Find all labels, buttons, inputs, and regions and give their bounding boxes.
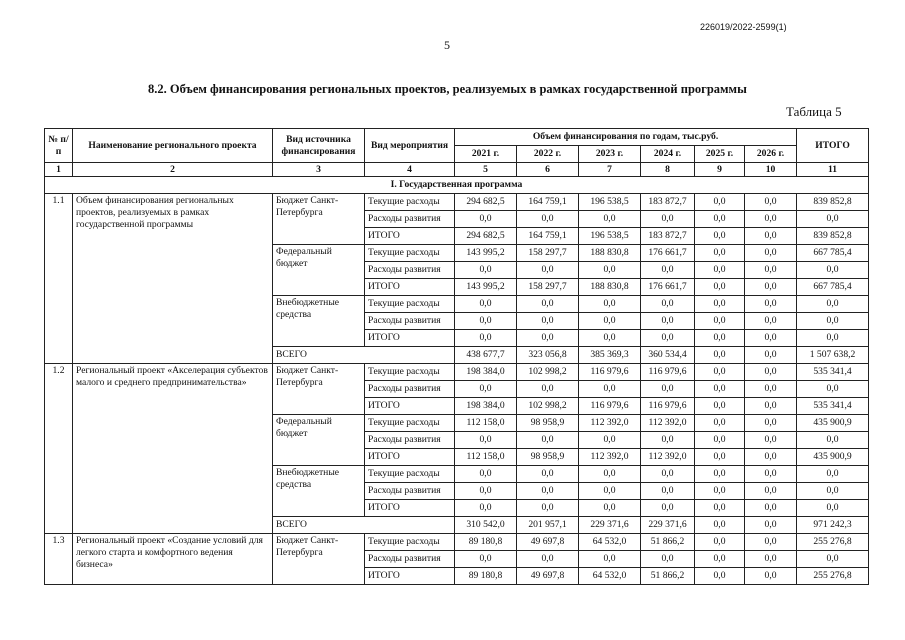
amount-cell: 0,0 — [579, 551, 641, 568]
amount-cell: 188 830,8 — [579, 245, 641, 262]
grand-total-amount: 0,0 — [745, 347, 797, 364]
amount-cell: 0,0 — [455, 381, 517, 398]
amount-cell: 0,0 — [745, 279, 797, 296]
amount-cell: 112 158,0 — [455, 449, 517, 466]
amount-cell: 0,0 — [695, 228, 745, 245]
activity-type: Текущие расходы — [365, 296, 455, 313]
amount-cell: 0,0 — [695, 534, 745, 551]
amount-cell: 196 538,5 — [579, 228, 641, 245]
amount-cell: 0,0 — [641, 381, 695, 398]
project-number: 1.3 — [45, 534, 73, 585]
amount-cell: 0,0 — [745, 364, 797, 381]
project-name: Региональный проект «Создание условий для легкого старта и комфортного ведения бизнеса» — [73, 534, 273, 585]
amount-cell: 0,0 — [797, 483, 869, 500]
amount-cell: 98 958,9 — [517, 449, 579, 466]
amount-cell: 49 697,8 — [517, 534, 579, 551]
amount-cell: 0,0 — [517, 330, 579, 347]
amount-cell: 0,0 — [641, 330, 695, 347]
table-row — [45, 364, 869, 381]
page-number: 5 — [444, 38, 450, 52]
amount-cell: 183 872,7 — [641, 228, 695, 245]
column-number: 4 — [365, 163, 455, 177]
amount-cell: 0,0 — [745, 211, 797, 228]
grand-total-amount: 385 369,3 — [579, 347, 641, 364]
amount-cell: 0,0 — [695, 313, 745, 330]
amount-cell: 0,0 — [745, 466, 797, 483]
amount-cell: 112 158,0 — [455, 415, 517, 432]
amount-cell: 102 998,2 — [517, 364, 579, 381]
table-row — [45, 534, 869, 551]
amount-cell: 0,0 — [745, 500, 797, 517]
amount-cell: 102 998,2 — [517, 398, 579, 415]
amount-cell: 0,0 — [745, 568, 797, 585]
amount-cell: 0,0 — [455, 500, 517, 517]
amount-cell: 0,0 — [797, 211, 869, 228]
amount-cell: 0,0 — [641, 483, 695, 500]
project-name: Объем финансирования региональных проектов, реализуемых в рамках государственной программы — [73, 194, 273, 364]
column-number: 6 — [517, 163, 579, 177]
grand-total-amount: 310 542,0 — [455, 517, 517, 534]
amount-cell: 0,0 — [695, 398, 745, 415]
amount-cell: 64 532,0 — [579, 534, 641, 551]
grand-total-label: ВСЕГО — [273, 347, 455, 364]
amount-cell: 0,0 — [455, 262, 517, 279]
activity-type: ИТОГО — [365, 279, 455, 296]
amount-cell: 0,0 — [641, 211, 695, 228]
amount-cell: 0,0 — [695, 364, 745, 381]
amount-cell: 0,0 — [745, 313, 797, 330]
year-header: 2024 г. — [641, 146, 695, 163]
amount-cell: 0,0 — [517, 211, 579, 228]
amount-cell: 0,0 — [579, 313, 641, 330]
amount-cell: 0,0 — [695, 483, 745, 500]
amount-cell: 0,0 — [455, 432, 517, 449]
amount-cell: 0,0 — [745, 398, 797, 415]
grand-total-amount: 360 534,4 — [641, 347, 695, 364]
amount-cell: 0,0 — [797, 466, 869, 483]
financing-table — [44, 128, 869, 585]
amount-cell: 196 538,5 — [579, 194, 641, 211]
funding-source: Бюджет Санкт-Петербурга — [273, 194, 365, 245]
amount-cell: 435 900,9 — [797, 449, 869, 466]
activity-type: ИТОГО — [365, 228, 455, 245]
grand-total-amount: 229 371,6 — [641, 517, 695, 534]
amount-cell: 0,0 — [745, 245, 797, 262]
activity-type: Расходы развития — [365, 432, 455, 449]
amount-cell: 112 392,0 — [579, 415, 641, 432]
amount-cell: 0,0 — [517, 551, 579, 568]
amount-cell: 0,0 — [579, 330, 641, 347]
amount-cell: 64 532,0 — [579, 568, 641, 585]
amount-cell: 255 276,8 — [797, 534, 869, 551]
amount-cell: 0,0 — [517, 432, 579, 449]
activity-type: Расходы развития — [365, 262, 455, 279]
col-header-total: ИТОГО — [797, 129, 869, 163]
amount-cell: 0,0 — [455, 296, 517, 313]
amount-cell: 0,0 — [797, 551, 869, 568]
activity-type: ИТОГО — [365, 449, 455, 466]
amount-cell: 0,0 — [745, 415, 797, 432]
amount-cell: 0,0 — [745, 534, 797, 551]
grand-total-amount: 0,0 — [695, 517, 745, 534]
amount-cell: 89 180,8 — [455, 568, 517, 585]
amount-cell: 294 682,5 — [455, 228, 517, 245]
amount-cell: 0,0 — [797, 262, 869, 279]
amount-cell: 176 661,7 — [641, 245, 695, 262]
activity-type: ИТОГО — [365, 398, 455, 415]
amount-cell: 176 661,7 — [641, 279, 695, 296]
column-number: 5 — [455, 163, 517, 177]
amount-cell: 0,0 — [579, 211, 641, 228]
amount-cell: 0,0 — [695, 330, 745, 347]
amount-cell: 667 785,4 — [797, 245, 869, 262]
project-name: Региональный проект «Акселерация субъектов малого и среднего предпринимательства» — [73, 364, 273, 534]
amount-cell: 164 759,1 — [517, 194, 579, 211]
activity-type: Текущие расходы — [365, 466, 455, 483]
table-row — [45, 194, 869, 211]
column-number: 7 — [579, 163, 641, 177]
amount-cell: 535 341,4 — [797, 364, 869, 381]
activity-type: Расходы развития — [365, 211, 455, 228]
document-id: 226019/2022-2599(1) — [700, 22, 787, 32]
grand-total-amount: 0,0 — [745, 517, 797, 534]
amount-cell: 0,0 — [579, 483, 641, 500]
grand-total-amount: 971 242,3 — [797, 517, 869, 534]
amount-cell: 0,0 — [517, 500, 579, 517]
activity-type: Текущие расходы — [365, 194, 455, 211]
amount-cell: 0,0 — [641, 432, 695, 449]
amount-cell: 839 852,8 — [797, 194, 869, 211]
amount-cell: 0,0 — [641, 466, 695, 483]
amount-cell: 0,0 — [695, 194, 745, 211]
amount-cell: 0,0 — [745, 449, 797, 466]
grand-total-amount: 323 056,8 — [517, 347, 579, 364]
amount-cell: 0,0 — [695, 296, 745, 313]
amount-cell: 0,0 — [641, 296, 695, 313]
amount-cell: 0,0 — [695, 500, 745, 517]
amount-cell: 0,0 — [695, 466, 745, 483]
activity-type: Расходы развития — [365, 551, 455, 568]
grand-total-amount: 229 371,6 — [579, 517, 641, 534]
amount-cell: 116 979,6 — [579, 398, 641, 415]
amount-cell: 0,0 — [579, 381, 641, 398]
amount-cell: 0,0 — [745, 194, 797, 211]
grand-total-amount: 438 677,7 — [455, 347, 517, 364]
amount-cell: 0,0 — [745, 381, 797, 398]
amount-cell: 0,0 — [517, 483, 579, 500]
amount-cell: 116 979,6 — [641, 398, 695, 415]
amount-cell: 0,0 — [579, 466, 641, 483]
amount-cell: 0,0 — [641, 313, 695, 330]
amount-cell: 0,0 — [517, 262, 579, 279]
amount-cell: 839 852,8 — [797, 228, 869, 245]
grand-total-amount: 201 957,1 — [517, 517, 579, 534]
funding-source: Федеральный бюджет — [273, 245, 365, 296]
amount-cell: 0,0 — [695, 262, 745, 279]
amount-cell: 112 392,0 — [641, 415, 695, 432]
amount-cell: 0,0 — [797, 313, 869, 330]
col-header-project: Наименование регионального проекта — [73, 129, 273, 163]
amount-cell: 0,0 — [695, 449, 745, 466]
amount-cell: 255 276,8 — [797, 568, 869, 585]
section-title: I. Государственная программа — [45, 177, 869, 194]
amount-cell: 0,0 — [695, 211, 745, 228]
column-number: 3 — [273, 163, 365, 177]
amount-cell: 0,0 — [579, 500, 641, 517]
activity-type: ИТОГО — [365, 568, 455, 585]
col-header-source: Вид источника финансирования — [273, 129, 365, 163]
year-header: 2021 г. — [455, 146, 517, 163]
amount-cell: 49 697,8 — [517, 568, 579, 585]
amount-cell: 51 866,2 — [641, 568, 695, 585]
amount-cell: 0,0 — [455, 330, 517, 347]
funding-source: Внебюджетные средства — [273, 296, 365, 347]
grand-total-amount: 1 507 638,2 — [797, 347, 869, 364]
amount-cell: 158 297,7 — [517, 279, 579, 296]
amount-cell: 143 995,2 — [455, 279, 517, 296]
amount-cell: 0,0 — [797, 296, 869, 313]
amount-cell: 0,0 — [695, 415, 745, 432]
amount-cell: 0,0 — [579, 296, 641, 313]
column-number: 1 — [45, 163, 73, 177]
activity-type: Расходы развития — [365, 381, 455, 398]
amount-cell: 0,0 — [745, 228, 797, 245]
amount-cell: 294 682,5 — [455, 194, 517, 211]
amount-cell: 158 297,7 — [517, 245, 579, 262]
amount-cell: 98 958,9 — [517, 415, 579, 432]
amount-cell: 667 785,4 — [797, 279, 869, 296]
amount-cell: 0,0 — [455, 483, 517, 500]
amount-cell: 0,0 — [695, 381, 745, 398]
amount-cell: 112 392,0 — [579, 449, 641, 466]
amount-cell: 0,0 — [579, 432, 641, 449]
column-number: 10 — [745, 163, 797, 177]
column-number: 9 — [695, 163, 745, 177]
amount-cell: 0,0 — [745, 330, 797, 347]
year-header: 2022 г. — [517, 146, 579, 163]
activity-type: Текущие расходы — [365, 364, 455, 381]
amount-cell: 0,0 — [455, 211, 517, 228]
amount-cell: 112 392,0 — [641, 449, 695, 466]
amount-cell: 116 979,6 — [641, 364, 695, 381]
amount-cell: 0,0 — [455, 466, 517, 483]
amount-cell: 0,0 — [641, 262, 695, 279]
column-number: 2 — [73, 163, 273, 177]
col-header-volume: Объем финансирования по годам, тыс.руб. — [455, 129, 797, 146]
amount-cell: 0,0 — [745, 483, 797, 500]
amount-cell: 0,0 — [579, 262, 641, 279]
amount-cell: 183 872,7 — [641, 194, 695, 211]
activity-type: ИТОГО — [365, 330, 455, 347]
grand-total-amount: 0,0 — [695, 347, 745, 364]
year-header: 2023 г. — [579, 146, 641, 163]
amount-cell: 0,0 — [745, 262, 797, 279]
amount-cell: 164 759,1 — [517, 228, 579, 245]
amount-cell: 0,0 — [455, 313, 517, 330]
amount-cell: 535 341,4 — [797, 398, 869, 415]
amount-cell: 0,0 — [517, 313, 579, 330]
col-header-activity: Вид мероприятия — [365, 129, 455, 163]
amount-cell: 0,0 — [517, 466, 579, 483]
amount-cell: 0,0 — [797, 500, 869, 517]
activity-type: ИТОГО — [365, 500, 455, 517]
column-number: 8 — [641, 163, 695, 177]
activity-type: Расходы развития — [365, 313, 455, 330]
section-heading: 8.2. Объем финансирования региональных проектов, реализуемых в рамках государственной программы — [148, 82, 747, 96]
year-header: 2025 г. — [695, 146, 745, 163]
amount-cell: 0,0 — [641, 551, 695, 568]
amount-cell: 0,0 — [797, 432, 869, 449]
amount-cell: 0,0 — [745, 432, 797, 449]
amount-cell: 0,0 — [455, 551, 517, 568]
funding-source: Бюджет Санкт-Петербурга — [273, 534, 365, 585]
funding-source: Внебюджетные средства — [273, 466, 365, 517]
activity-type: Текущие расходы — [365, 534, 455, 551]
year-header: 2026 г. — [745, 146, 797, 163]
amount-cell: 0,0 — [695, 279, 745, 296]
amount-cell: 0,0 — [797, 330, 869, 347]
amount-cell: 0,0 — [745, 551, 797, 568]
table-caption: Таблица 5 — [786, 104, 842, 119]
amount-cell: 0,0 — [695, 432, 745, 449]
amount-cell: 198 384,0 — [455, 398, 517, 415]
amount-cell: 198 384,0 — [455, 364, 517, 381]
funding-source: Федеральный бюджет — [273, 415, 365, 466]
amount-cell: 0,0 — [517, 381, 579, 398]
amount-cell: 143 995,2 — [455, 245, 517, 262]
project-number: 1.2 — [45, 364, 73, 534]
amount-cell: 116 979,6 — [579, 364, 641, 381]
amount-cell: 0,0 — [695, 568, 745, 585]
grand-total-label: ВСЕГО — [273, 517, 455, 534]
col-header-num: № п/п — [45, 129, 73, 163]
column-number: 11 — [797, 163, 869, 177]
amount-cell: 188 830,8 — [579, 279, 641, 296]
project-number: 1.1 — [45, 194, 73, 364]
activity-type: Расходы развития — [365, 483, 455, 500]
amount-cell: 435 900,9 — [797, 415, 869, 432]
amount-cell: 0,0 — [517, 296, 579, 313]
amount-cell: 0,0 — [695, 245, 745, 262]
amount-cell: 0,0 — [745, 296, 797, 313]
amount-cell: 51 866,2 — [641, 534, 695, 551]
amount-cell: 89 180,8 — [455, 534, 517, 551]
amount-cell: 0,0 — [695, 551, 745, 568]
activity-type: Текущие расходы — [365, 245, 455, 262]
activity-type: Текущие расходы — [365, 415, 455, 432]
funding-source: Бюджет Санкт-Петербурга — [273, 364, 365, 415]
amount-cell: 0,0 — [641, 500, 695, 517]
amount-cell: 0,0 — [797, 381, 869, 398]
